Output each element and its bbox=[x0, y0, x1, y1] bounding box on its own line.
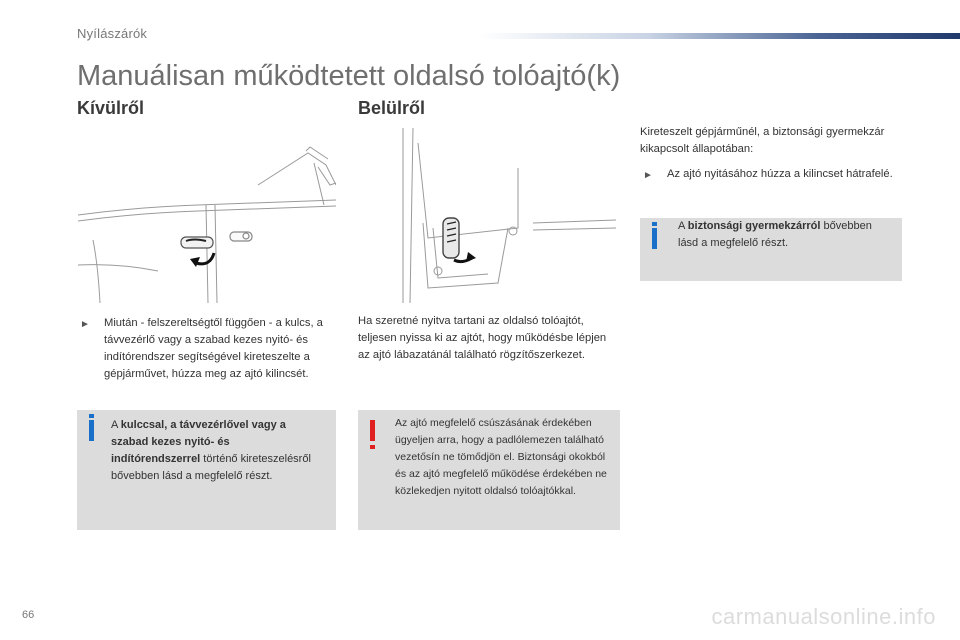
info-note-childlock bbox=[640, 218, 902, 281]
info-icon bbox=[652, 228, 657, 249]
info-note-childlock-text bbox=[678, 218, 893, 252]
note-prefix: A bbox=[678, 220, 688, 232]
bullet-icon: ► bbox=[643, 170, 653, 181]
section-header: Nyílászárók bbox=[77, 26, 148, 41]
page-title: Manuálisan működtetett oldalsó tolóajtó(k) bbox=[77, 60, 621, 92]
right-instruction bbox=[643, 166, 898, 184]
outside-instruction bbox=[80, 315, 338, 383]
warning-note bbox=[358, 410, 620, 530]
note-rest: történő kireteszelésről bővebben lásd a megfelelő részt. bbox=[111, 453, 311, 482]
header-bar bbox=[480, 33, 960, 39]
info-note-key bbox=[77, 410, 336, 530]
note-bold: biztonsági gyermekzárról bbox=[687, 220, 821, 232]
right-intro: Kireteszelt gépjárműnél, a biztonsági gyermekzár kikapcsolt állapotában: bbox=[640, 126, 885, 155]
bullet-icon: ► bbox=[80, 319, 90, 330]
interior-handle-illustration bbox=[358, 128, 618, 303]
outside-instruction-text: Miután - felszereltségtől függően - a kulcs, a távvezérlő vagy a szabad kezes nyitó- és indítórendszer segítségével kireteszelte a gépjárművet, húzza meg az ajtó kilincsét. bbox=[104, 317, 323, 380]
info-icon bbox=[89, 420, 94, 441]
note-prefix: A bbox=[111, 419, 121, 431]
note-rest: bővebben lásd a megfelelő részt. bbox=[678, 220, 872, 249]
watermark: carmanualsonline.info bbox=[711, 604, 936, 629]
heading-inside: Belülről bbox=[358, 98, 426, 118]
inside-instruction: Ha szeretné nyitva tartani az oldalsó tolóajtót, teljesen nyissa ki az ajtót, hogy működésbe lépjen az ajtó lábazatánál található rögzítőszerkezet. bbox=[358, 315, 607, 361]
info-note-key-text bbox=[111, 417, 311, 485]
heading-outside: Kívülről bbox=[77, 98, 145, 118]
note-bold: kulccsal, a távvezérlővel vagy a szabad kezes nyitó- és indítórendszerrel bbox=[111, 419, 286, 465]
warning-icon bbox=[370, 420, 375, 441]
page-number: 66 bbox=[22, 609, 35, 621]
exterior-handle-illustration bbox=[78, 145, 336, 303]
warning-note-text: Az ajtó megfelelő csúszásának érdekében ügyeljen arra, hogy a padlólemezen található vezetősín ne tömődjön el. Biztonsági okokból és az ajtó megfelelő működése érdekében ne közlekedjen nyitott oldalsó tolóajtókkal. bbox=[395, 417, 607, 497]
right-instruction-text: Az ajtó nyitásához húzza a kilincset hátrafelé. bbox=[667, 168, 893, 180]
